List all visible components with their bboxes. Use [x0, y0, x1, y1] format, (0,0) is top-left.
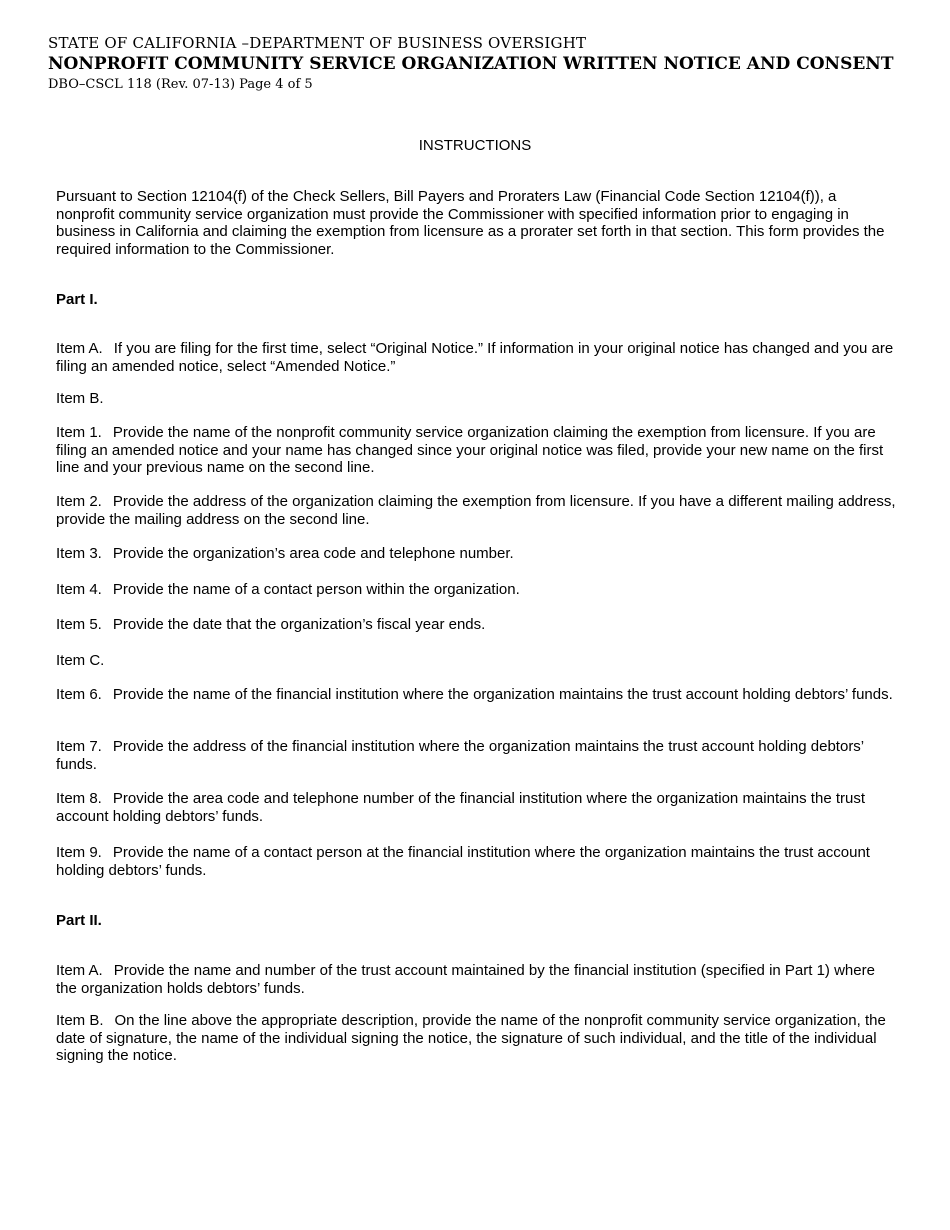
item-text: Provide the address of the financial institution where the organization maintains the trust account holding debtors’ funds. [56, 738, 864, 773]
item-text: Provide the name of a contact person at the financial institution where the organization maintains the trust account holding debtors’ funds. [56, 844, 870, 879]
part-1-item-5 [56, 616, 896, 634]
item-text: Provide the name and number of the trust account maintained by the financial institution (specified in Part 1) where the organization holds debtors’ funds. [56, 962, 875, 997]
instructions-heading: INSTRUCTIONS [418, 137, 532, 154]
item-text: On the line above the appropriate description, provide the name of the nonprofit community service organization, the date of signature, the name of the individual signing the notice, the signature of such individual, and the title of the individual signing the notice. [56, 1012, 886, 1064]
item-text: Provide the name of the nonprofit community service organization claiming the exemption from licensure. If you are filing an amended notice and your name has changed since your original notice was filed, provide your new name on the first line and your previous name on the second line. [56, 424, 884, 476]
part-2-item-b [56, 1012, 896, 1065]
part-2-item-a [56, 962, 896, 997]
item-label: Item 6. [56, 686, 102, 703]
item-label: Item C. [56, 652, 105, 669]
part-1-item-8 [56, 790, 896, 825]
part-1-item-4 [56, 581, 896, 599]
part-1-item-9 [56, 844, 896, 879]
item-text: Provide the area code and telephone number of the financial institution where the organization maintains the trust account holding debtors’ funds. [56, 790, 865, 825]
item-label: Item 3. [56, 545, 102, 562]
item-text: Provide the organization’s area code and telephone number. [112, 545, 514, 562]
form-title: NONPROFIT COMMUNITY SERVICE ORGANIZATION WRITTEN NOTICE AND CONSENT [48, 54, 894, 74]
item-label: Item 2. [56, 493, 102, 510]
item-label: Item 1. [56, 424, 102, 441]
item-text: If you are filing for the first time, select “Original Notice.” If information in your original notice has changed and you are filing an amended notice, select “Amended Notice.” [56, 340, 894, 375]
item-label: Item 5. [56, 616, 102, 633]
part-1-item-a [56, 340, 896, 375]
item-text: Provide the name of the financial institution where the organization maintains the trust account holding debtors’ funds. [112, 686, 893, 703]
part-1-item-b [56, 390, 896, 408]
item-label: Item 4. [56, 581, 102, 598]
part-1-item-1 [56, 424, 896, 477]
agency-name: STATE OF CALIFORNIA –DEPARTMENT OF BUSINESS OVERSIGHT [48, 34, 587, 52]
item-label: Item 8. [56, 790, 102, 807]
form-header [48, 34, 928, 93]
item-label: Item A. [56, 340, 103, 357]
item-label: Item 9. [56, 844, 102, 861]
part-1-item-2 [56, 493, 896, 528]
part-2-heading: Part II. [56, 912, 102, 929]
part-1-item-3 [56, 545, 896, 563]
item-label: Item B. [56, 1012, 104, 1029]
form-id-page-number: DBO–CSCL 118 (Rev. 07-13) Page 4 of 5 [48, 77, 313, 92]
item-label: Item 7. [56, 738, 102, 755]
part-1-item-6 [56, 686, 896, 704]
item-text: Provide the name of a contact person within the organization. [112, 581, 520, 598]
part-1-item-7 [56, 738, 896, 773]
item-label: Item B. [56, 390, 104, 407]
item-label: Item A. [56, 962, 103, 979]
part-1-item-c [56, 652, 896, 670]
item-text: Provide the address of the organization claiming the exemption from licensure. If you have a different mailing address, provide the mailing address on the second line. [56, 493, 896, 528]
item-text: Provide the date that the organization’s fiscal year ends. [112, 616, 486, 633]
part-1-heading: Part I. [56, 291, 98, 308]
intro-paragraph: Pursuant to Section 12104(f) of the Check Sellers, Bill Payers and Proraters Law (Financial Code Section 12104(f)), a nonprofit community service organization must provide the Commissioner with specified information prior to engaging in business in California and claiming the exemption from licensure as a prorater set forth in that section. This form provides the required information to the Commissioner. [56, 188, 885, 258]
